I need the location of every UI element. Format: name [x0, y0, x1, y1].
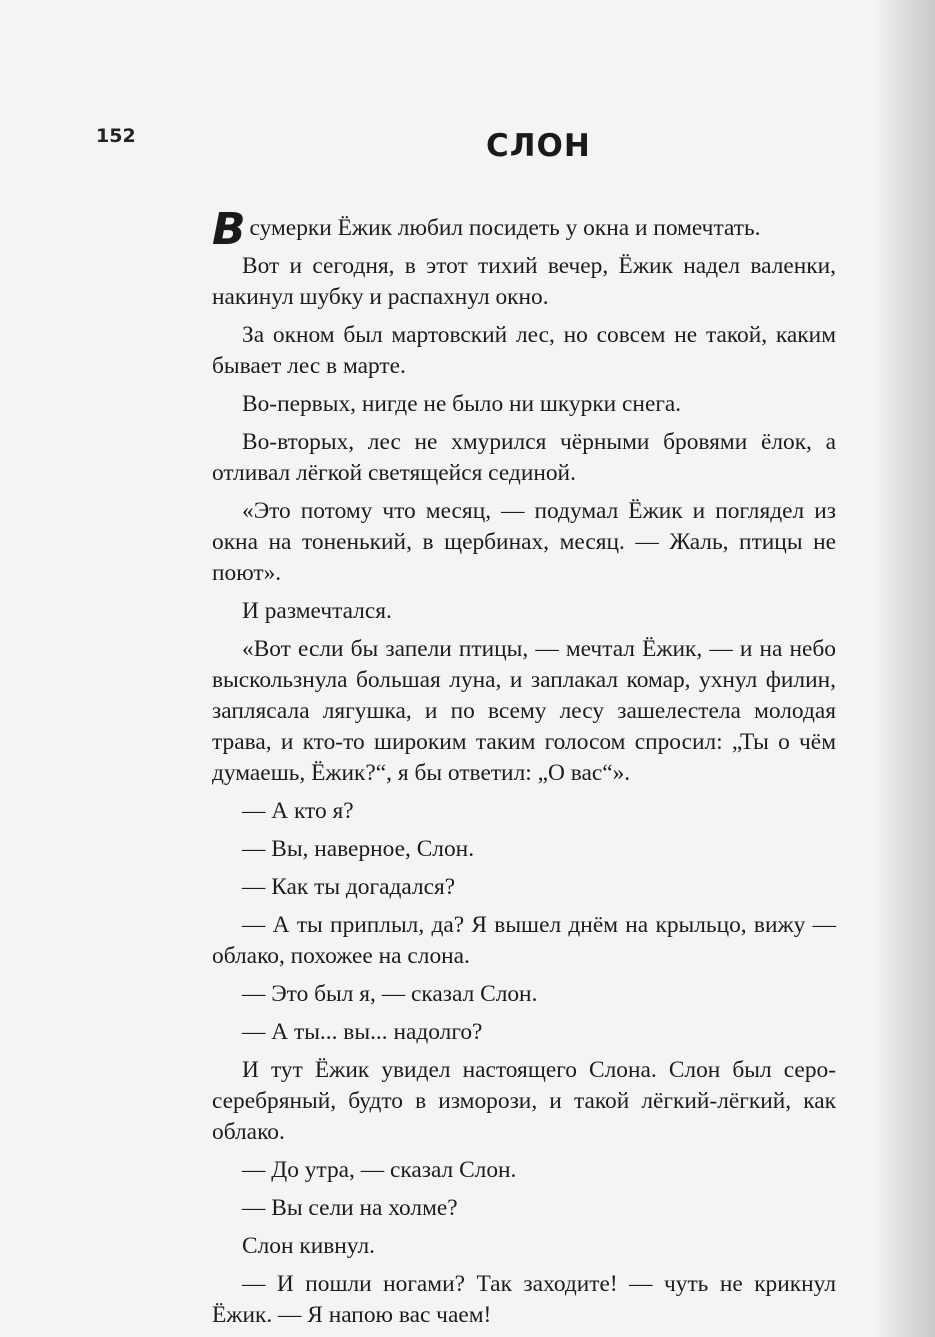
drop-cap: В [212, 204, 246, 255]
paragraph [212, 204, 836, 255]
paragraph: Во-первых, нигде не было ни шкурки снега. [242, 391, 682, 417]
paragraph: Во-вторых, лес не хмурился чёрными бровями ёлок, а отливал лёгкой светящейся сединой. [212, 429, 836, 486]
paragraph-text: сумерки Ёжик любил посидеть у окна и помечтать. [249, 215, 761, 241]
paragraph: «Вот если бы запели птицы, — мечтал Ёжик, — и на небо выскользнула большая луна, и заплакал комар, ухнул филин, заплясала лягушка, и по всему лесу зашелестела молодая трава, и кто-то широким таким голосом спросил: „Ты о чём думаешь, Ёжик?“, я бы ответил: „О вас“». [212, 636, 836, 786]
paragraph: И размечтался. [242, 598, 392, 624]
paragraph: — Вы сели на холме? [242, 1195, 458, 1221]
paragraph: — До утра, — сказал Слон. [242, 1157, 517, 1183]
paragraph: — Это был я, — сказал Слон. [242, 981, 538, 1007]
chapter-title: СЛОН [486, 128, 591, 164]
story-text [212, 204, 836, 1337]
paragraph: «Это потому что месяц, — подумал Ёжик и поглядел из окна на тоненький, в щербинах, месяц. — Жаль, птицы не поют». [212, 498, 836, 586]
paragraph: И тут Ёжик увидел настоящего Слона. Слон был серо-серебряный, будто в изморози, и такой лёгкий-лёгкий, как облако. [212, 1057, 836, 1145]
page-number: 152 [96, 125, 136, 147]
paragraph: — И пошли ногами? Так заходите! — чуть не крикнул Ёжик. — Я напою вас чаем! [212, 1271, 836, 1328]
paragraph: — А ты приплыл, да? Я вышел днём на крыльцо, вижу — облако, похожее на слона. [212, 912, 836, 969]
paragraph: Вот и сегодня, в этот тихий вечер, Ёжик надел валенки, накинул шубку и распахнул окно. [212, 253, 836, 310]
paragraph: — Вы, наверное, Слон. [242, 836, 475, 862]
paragraph: — А ты... вы... надолго? [242, 1019, 483, 1045]
paragraph: Слон кивнул. [242, 1233, 375, 1259]
paragraph: — А кто я? [242, 798, 354, 824]
paragraph: — Как ты догадался? [242, 874, 456, 900]
page-edge-shadow [875, 0, 935, 1337]
paragraph: За окном был мартовский лес, но совсем не такой, каким бывает лес в марте. [212, 322, 836, 379]
